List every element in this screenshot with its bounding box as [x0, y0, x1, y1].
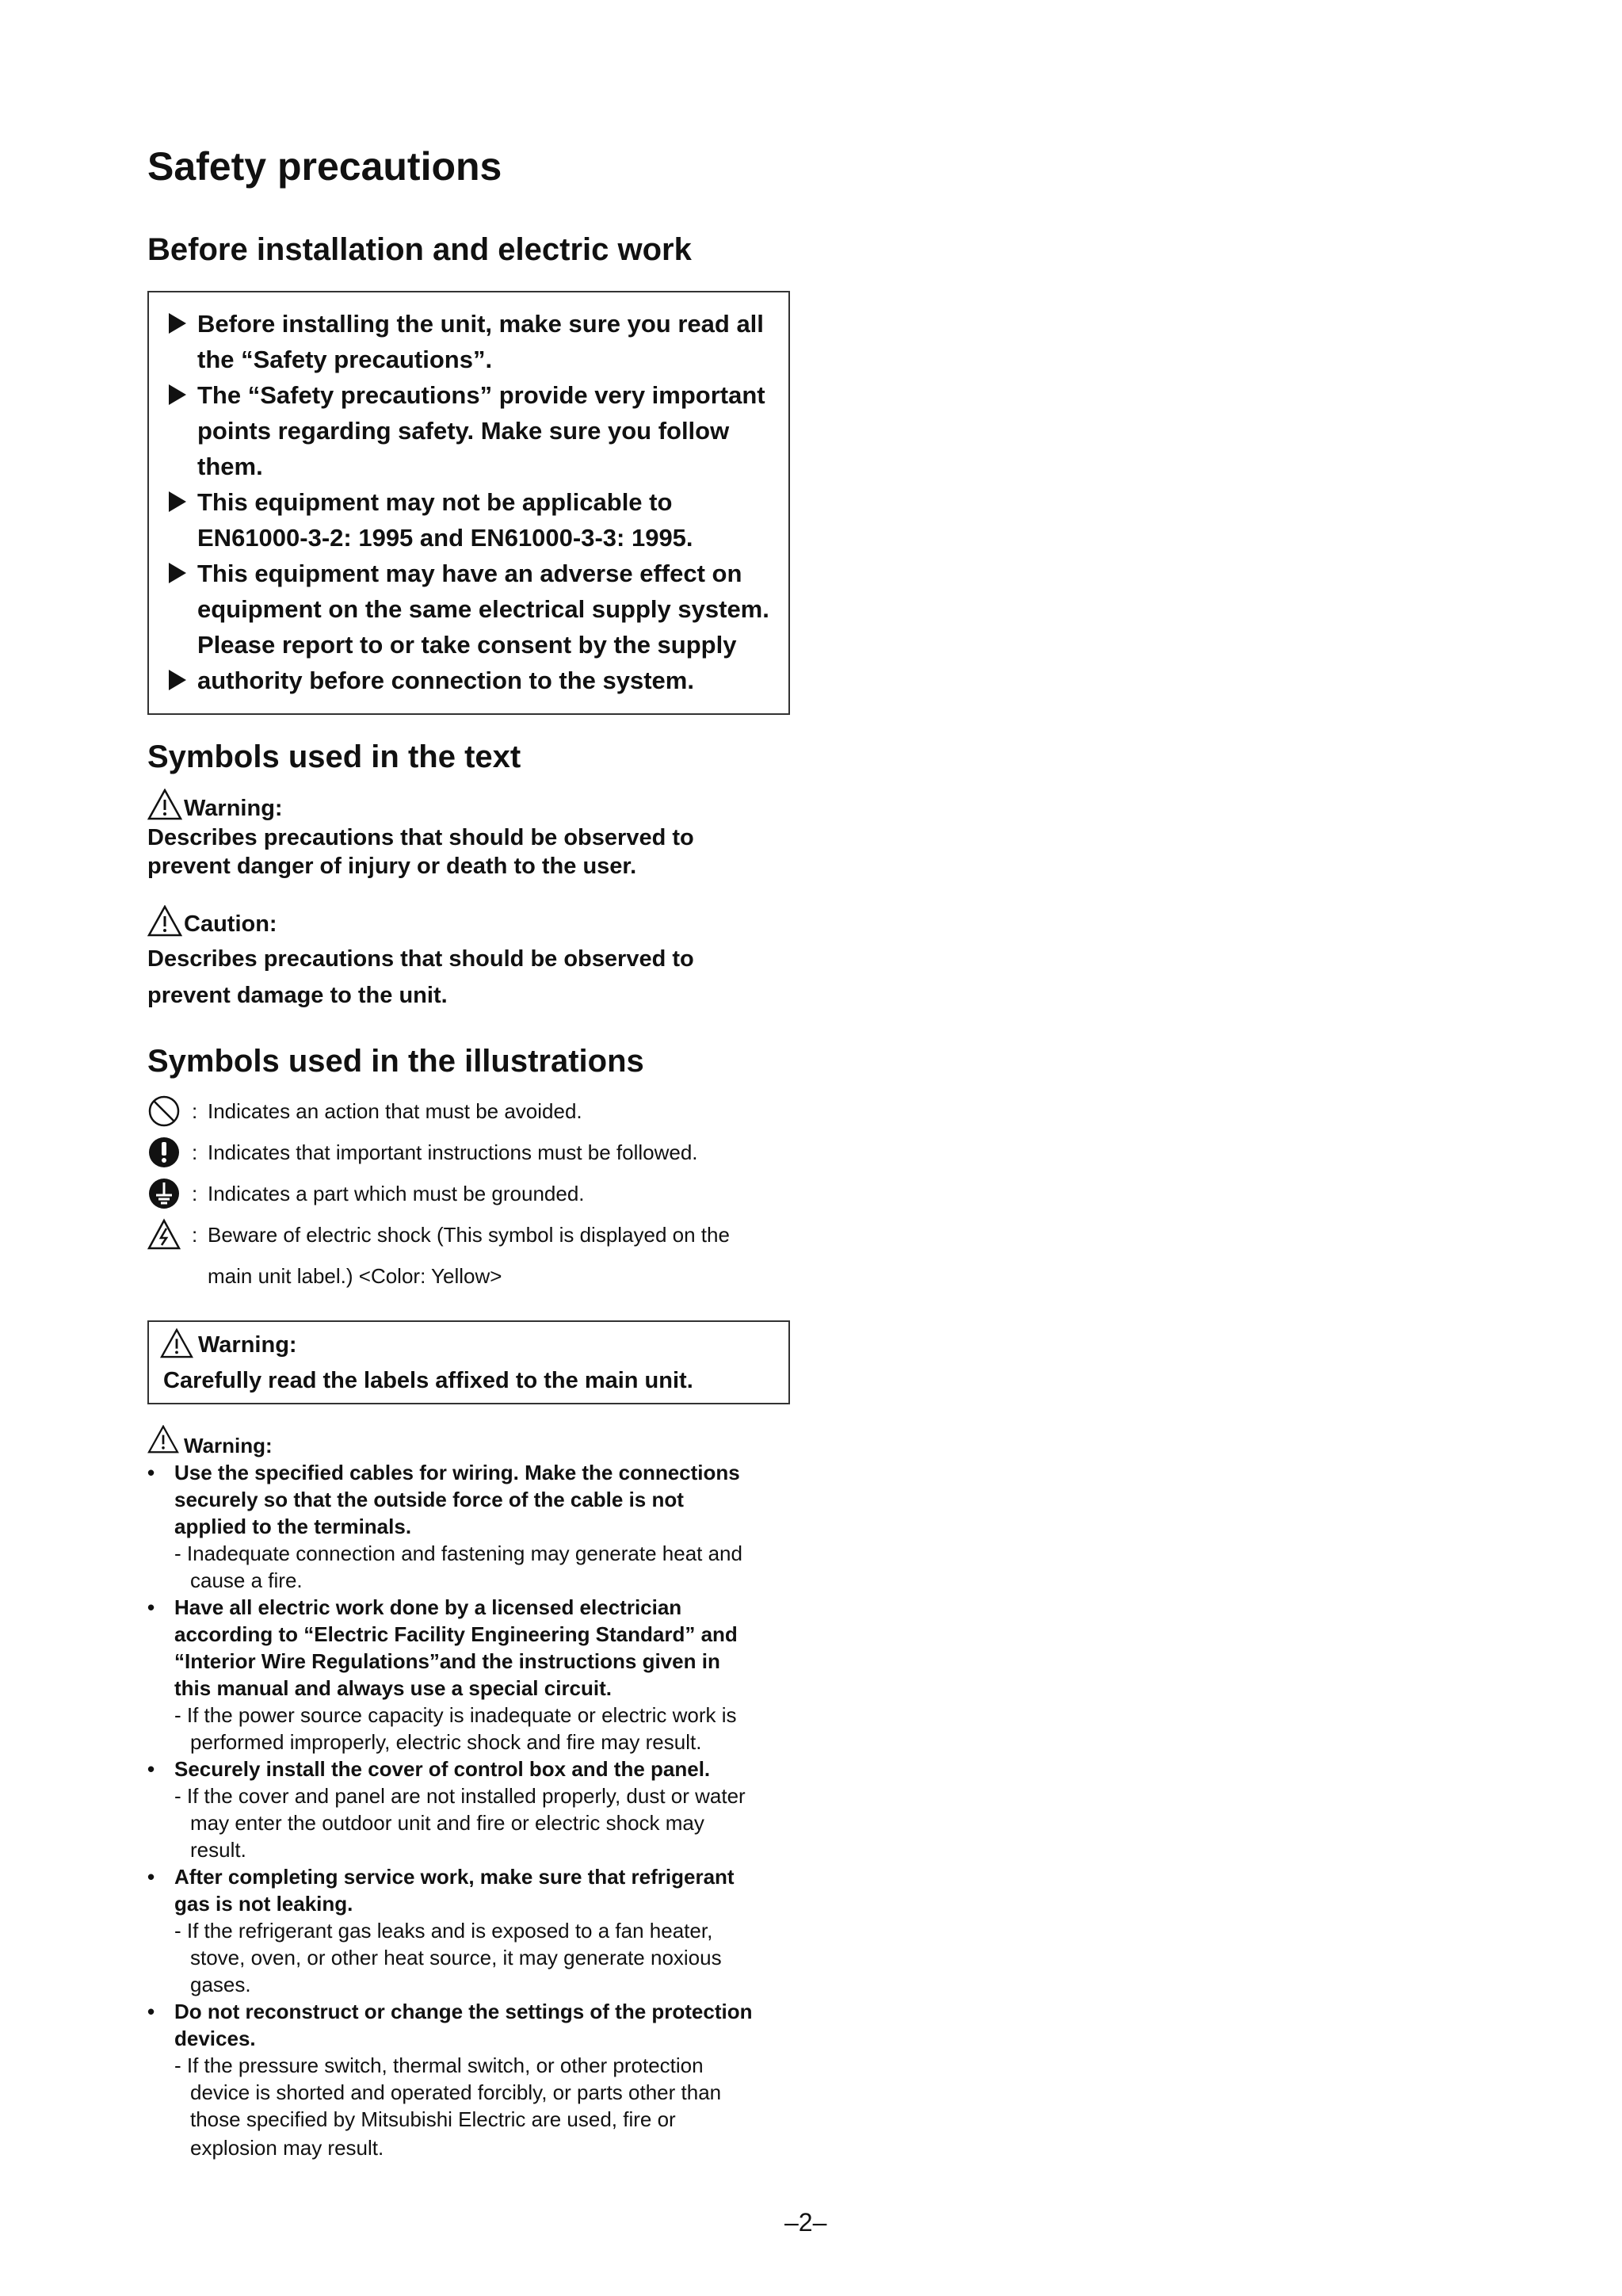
notice-line: equipment on the same electrical supply system. — [197, 595, 769, 623]
caution-description: prevent damage to the unit. — [147, 983, 448, 1008]
warnings-label: Warning: — [184, 1434, 273, 1457]
warning-item-note: - If the power source capacity is inadequate or electric work is — [174, 1703, 737, 1727]
bullet-icon: • — [147, 2000, 155, 2023]
symbol-description: Indicates an action that must be avoided. — [208, 1099, 582, 1123]
warning-item-text: gas is not leaking. — [174, 1892, 353, 1916]
symbol-description: Beware of electric shock (This symbol is displayed on the — [208, 1223, 730, 1247]
warning-item-note: gases. — [190, 1973, 251, 1996]
caution-description: Describes precautions that should be observed to — [147, 946, 694, 972]
section-heading-symbols-illustrations: Symbols used in the illustrations — [147, 1044, 644, 1079]
warning-item-note: - If the pressure switch, thermal switch, or other protection — [174, 2053, 704, 2077]
warning-item-note: may enter the outdoor unit and fire or electric shock may — [190, 1811, 704, 1835]
warning-description: prevent danger of injury or death to the user. — [147, 854, 637, 879]
warning-item-text: this manual and always use a special circuit. — [174, 1676, 613, 1700]
electric-shock-icon — [147, 1218, 181, 1251]
notice-line: The “Safety precautions” provide very important — [197, 381, 765, 409]
warning-item-note: - Inadequate connection and fastening may generate heat and — [174, 1541, 742, 1565]
notice-line: Before installing the unit, make sure you read all — [197, 310, 764, 338]
warning-triangle-icon — [147, 789, 182, 820]
page-title: Safety precautions — [147, 144, 502, 189]
notice-line: the “Safety precautions”. — [197, 346, 493, 373]
bullet-icon: • — [147, 1757, 155, 1781]
warning-item-note: - If the cover and panel are not installed properly, dust or water — [174, 1784, 746, 1808]
colon: : — [192, 1182, 198, 1205]
bullet-icon: • — [147, 1865, 155, 1889]
symbol-description: Indicates that important instructions must be followed. — [208, 1140, 698, 1164]
section-heading-before-installation: Before installation and electric work — [147, 232, 692, 267]
prohibited-icon — [147, 1095, 181, 1128]
colon: : — [192, 1140, 198, 1164]
bullet-arrow-icon — [169, 670, 186, 690]
page-number: –2– — [784, 2208, 827, 2237]
symbol-description-continued: main unit label.) <Color: Yellow> — [208, 1264, 502, 1288]
notice-line: them. — [197, 453, 263, 480]
warning-item-text: devices. — [174, 2027, 256, 2050]
warning-item-text: securely so that the outside force of the cable is not — [174, 1488, 684, 1511]
label-box-warning-label: Warning: — [198, 1332, 297, 1358]
warning-item-note: performed improperly, electric shock and fire may result. — [190, 1730, 702, 1754]
bullet-arrow-icon — [169, 384, 186, 405]
warning-item-note: device is shorted and operated forcibly, or parts other than — [190, 2080, 722, 2104]
bullet-icon: • — [147, 1595, 155, 1619]
notice-line: points regarding safety. Make sure you follow — [197, 417, 730, 445]
warning-item-note: stove, oven, or other heat source, it may generate noxious — [190, 1946, 722, 1969]
symbol-description: Indicates a part which must be grounded. — [208, 1182, 585, 1205]
warning-description: Describes precautions that should be observed to — [147, 825, 694, 850]
colon: : — [192, 1099, 198, 1123]
warning-item-text: Use the specified cables for wiring. Make the connections — [174, 1461, 740, 1484]
caution-triangle-icon — [147, 905, 182, 937]
warning-item-note: cause a fire. — [190, 1568, 303, 1592]
mandatory-icon — [147, 1136, 181, 1169]
notice-line: Please report to or take consent by the supply — [197, 631, 737, 659]
notice-line: This equipment may not be applicable to — [197, 488, 673, 516]
notice-line: This equipment may have an adverse effect on — [197, 560, 742, 587]
warning-triangle-icon — [147, 1425, 179, 1454]
colon: : — [192, 1223, 198, 1247]
bullet-icon: • — [147, 1461, 155, 1484]
section-heading-symbols-text: Symbols used in the text — [147, 739, 521, 774]
warning-item-note: - If the refrigerant gas leaks and is exposed to a fan heater, — [174, 1919, 713, 1943]
warning-item-note: those specified by Mitsubishi Electric are used, fire or — [190, 2107, 676, 2131]
warning-item-text: according to “Electric Facility Engineering Standard” and — [174, 1622, 738, 1646]
warning-label: Warning: — [184, 796, 283, 821]
notice-line: authority before connection to the system. — [197, 667, 694, 694]
warning-item-note: result. — [190, 1838, 246, 1862]
notice-line: EN61000-3-2: 1995 and EN61000-3-3: 1995. — [197, 524, 693, 552]
warning-item-text: “Interior Wire Regulations”and the instructions given in — [174, 1649, 720, 1673]
warning-item-text: Securely install the cover of control box and the panel. — [174, 1757, 711, 1781]
bullet-arrow-icon — [169, 563, 186, 583]
warning-item-text: Do not reconstruct or change the settings of the protection — [174, 2000, 753, 2023]
bullet-arrow-icon — [169, 491, 186, 512]
caution-label: Caution: — [184, 911, 277, 937]
warning-item-note: explosion may result. — [190, 2136, 384, 2160]
bullet-arrow-icon — [169, 313, 186, 334]
warning-item-text: Have all electric work done by a licensed electrician — [174, 1595, 682, 1619]
label-box-text: Carefully read the labels affixed to the main unit. — [163, 1368, 693, 1393]
warning-triangle-icon — [160, 1328, 193, 1358]
ground-icon — [147, 1177, 181, 1210]
warning-item-text: After completing service work, make sure that refrigerant — [174, 1865, 735, 1889]
warning-item-text: applied to the terminals. — [174, 1515, 412, 1538]
